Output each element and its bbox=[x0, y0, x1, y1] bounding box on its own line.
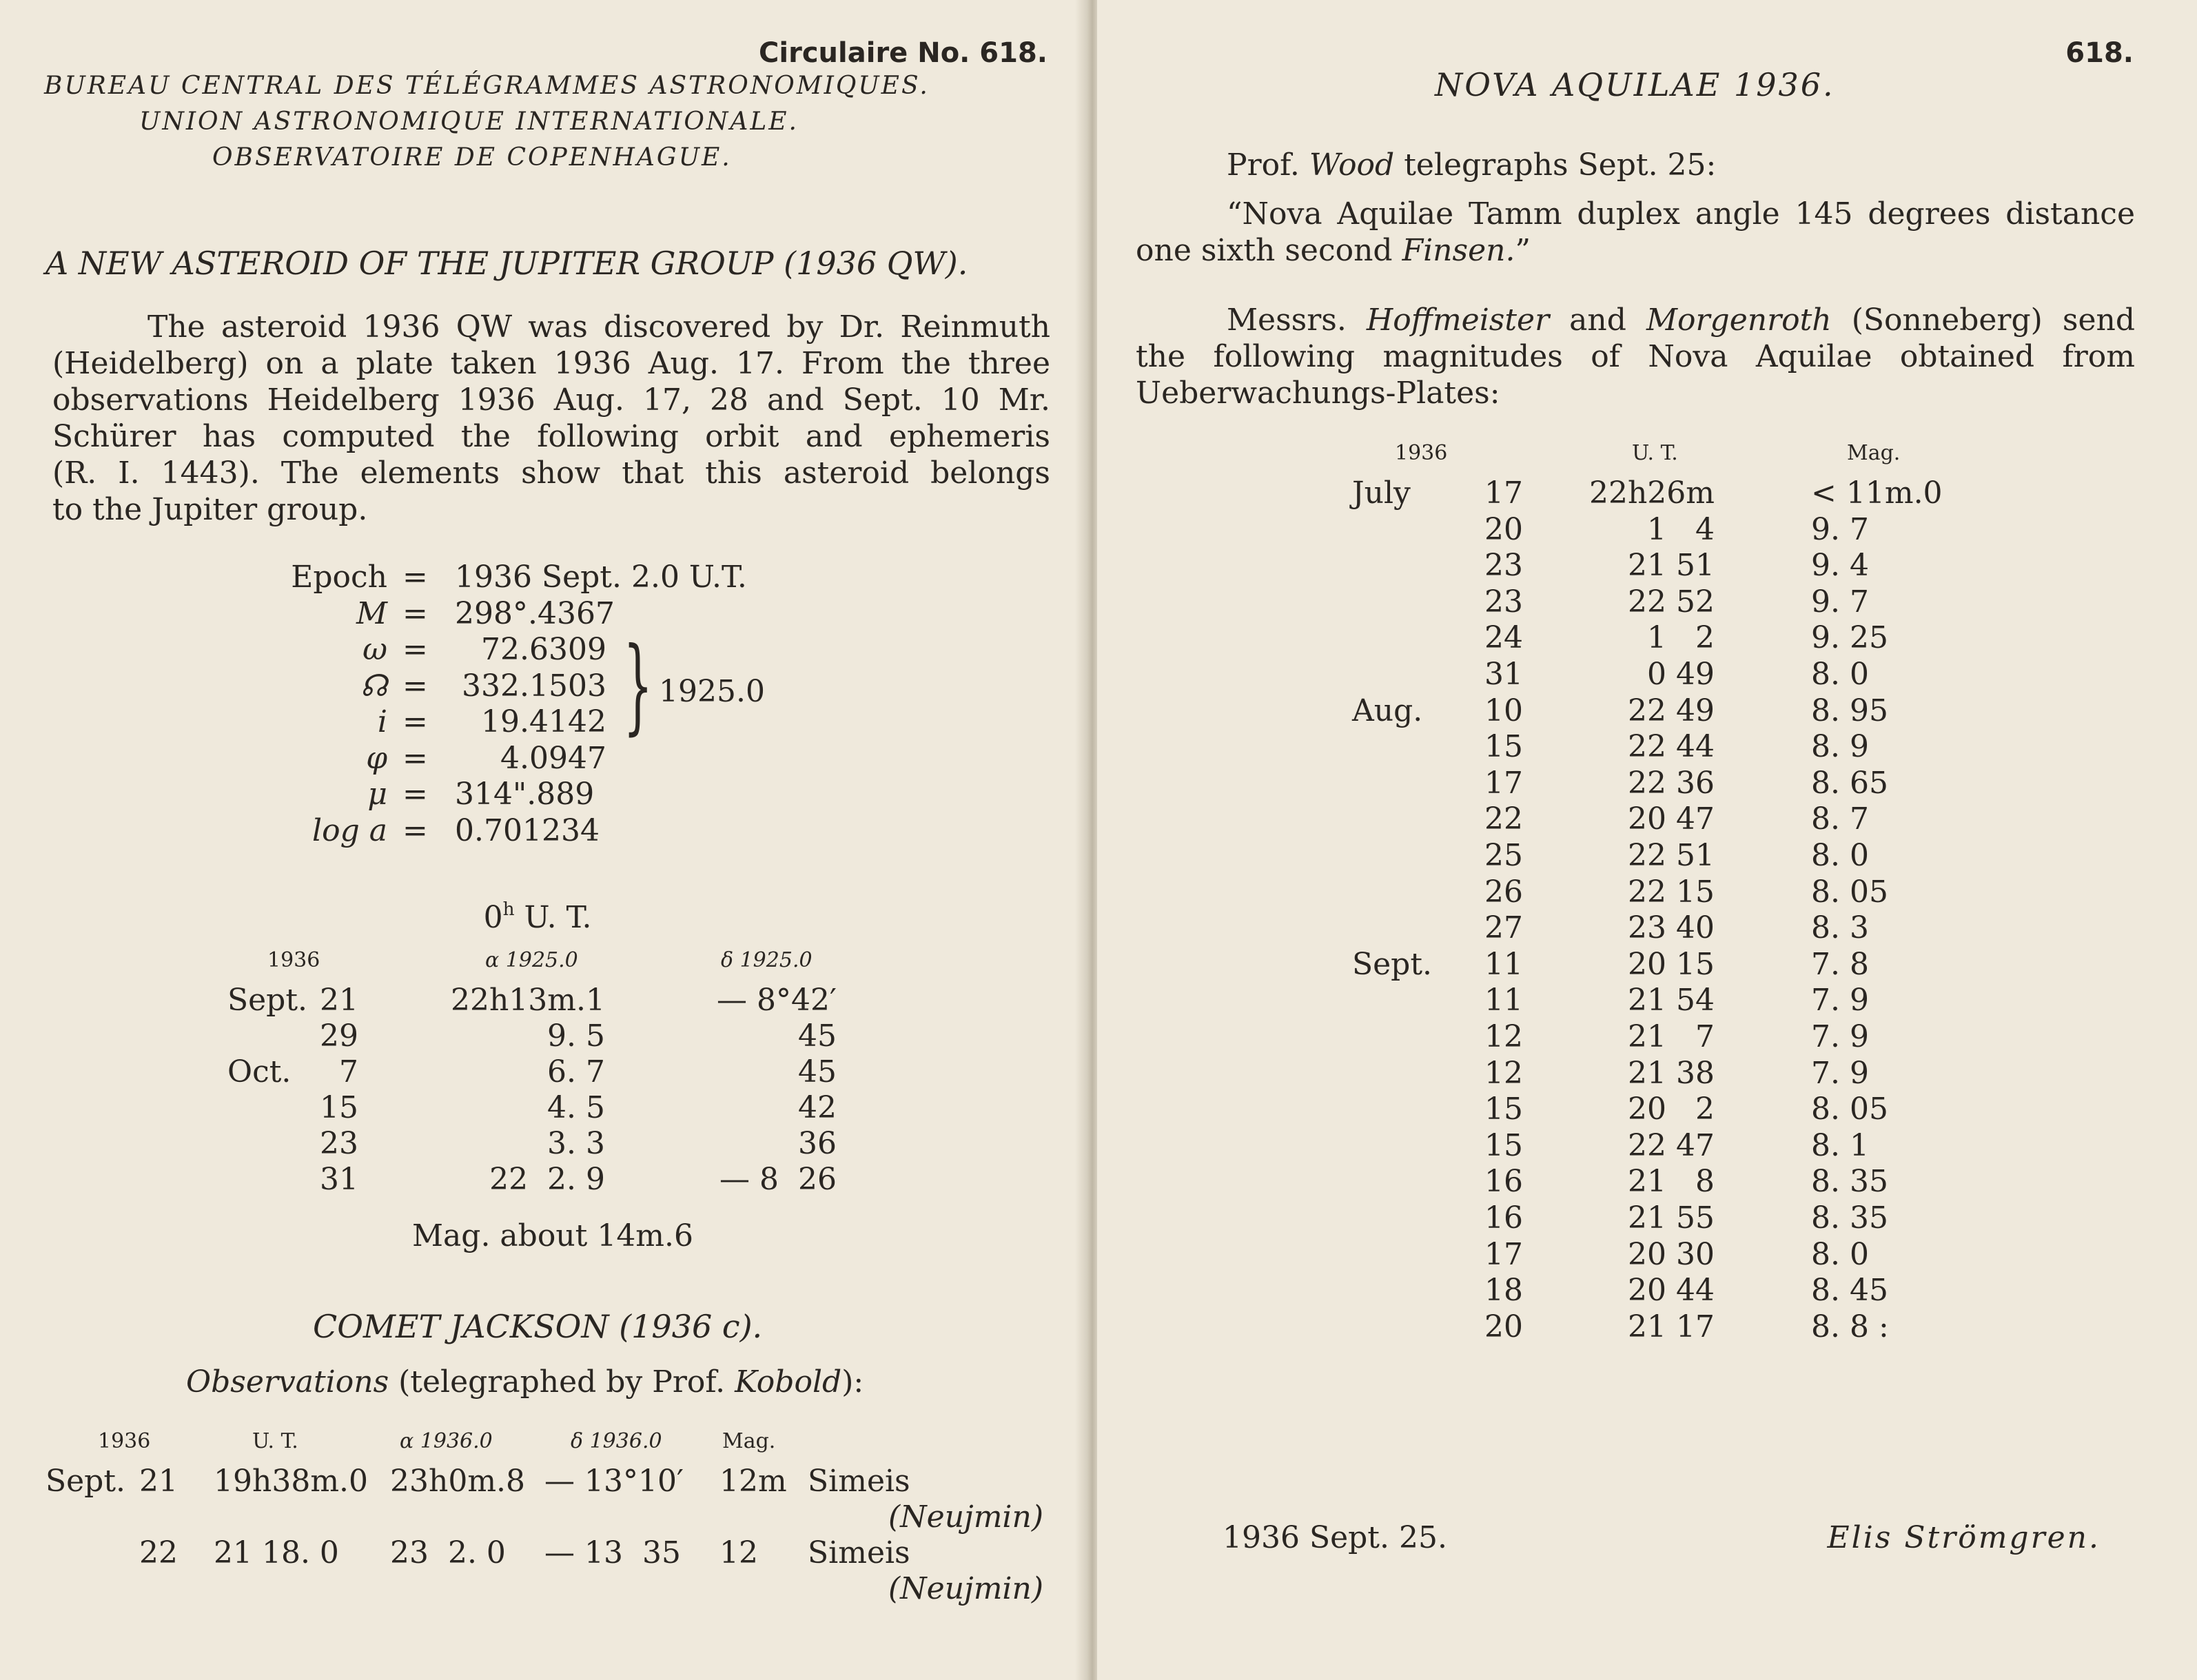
nova-ut: 0 49 bbox=[1647, 657, 1715, 692]
mag-col-mag: Mag. bbox=[1847, 441, 1901, 465]
nova-month: Aug. bbox=[1352, 693, 1423, 728]
circular-number: Circulaire No. 618. bbox=[759, 37, 1048, 69]
nova-magnitude: 8. 05 bbox=[1811, 874, 1888, 910]
ephemeris-ra: 22h13m.1 bbox=[450, 983, 605, 1018]
nova-day: 16 bbox=[1484, 1200, 1523, 1236]
element-equals: = bbox=[402, 812, 428, 848]
nova-day: 25 bbox=[1484, 838, 1523, 873]
mag-col-ut: U. T. bbox=[1632, 441, 1678, 465]
quote-line-2: one sixth second Finsen.” bbox=[1136, 233, 1531, 268]
ephemeris-magnitude: Mag. about 14m.6 bbox=[412, 1218, 694, 1253]
nova-ut: 20 2 bbox=[1628, 1092, 1715, 1127]
nova-day: 23 bbox=[1484, 548, 1523, 584]
element-symbol: μ bbox=[367, 777, 387, 812]
wood-line: Prof. Wood telegraphs Sept. 25: bbox=[1227, 147, 1717, 183]
bureau-line-2: UNION ASTRONOMIQUE INTERNATIONALE. bbox=[139, 107, 799, 136]
nova-day: 16 bbox=[1484, 1164, 1523, 1200]
nova-magnitude: 8. 3 bbox=[1811, 910, 1869, 946]
ephemeris-dec: 42 bbox=[798, 1090, 837, 1125]
ephemeris-col-dec: δ 1925.0 bbox=[721, 948, 813, 972]
comet-title: COMET JACKSON (1936 c). bbox=[313, 1308, 763, 1345]
comet-col-ut: U. T. bbox=[252, 1429, 298, 1453]
comet-station: Simeis bbox=[808, 1464, 910, 1499]
element-equals: = bbox=[402, 777, 428, 812]
nova-day: 31 bbox=[1484, 657, 1523, 692]
nova-magnitude: 7. 9 bbox=[1811, 1019, 1869, 1054]
nova-day: 23 bbox=[1484, 584, 1523, 619]
ephemeris-day: 21 bbox=[320, 983, 358, 1018]
comet-station: Simeis bbox=[808, 1535, 910, 1570]
comet-mag: 12m bbox=[719, 1464, 787, 1499]
comet-day: 22 bbox=[139, 1535, 178, 1570]
element-equals: = bbox=[402, 595, 428, 631]
element-symbol: log a bbox=[312, 812, 387, 848]
nova-day: 12 bbox=[1484, 1055, 1523, 1091]
nova-magnitude: 8. 45 bbox=[1811, 1273, 1888, 1309]
nova-magnitude: 8. 9 bbox=[1811, 729, 1869, 765]
nova-ut: 21 54 bbox=[1628, 983, 1715, 1018]
nova-ut: 22 36 bbox=[1628, 765, 1715, 801]
comet-dec: — 13 35 bbox=[544, 1535, 681, 1570]
comet-observer: (Neujmin) bbox=[888, 1571, 1043, 1606]
comet-mag: 12 bbox=[719, 1535, 758, 1570]
element-symbol: i bbox=[377, 704, 387, 739]
ephemeris-day: 31 bbox=[320, 1162, 358, 1197]
ephemeris-dec: 36 bbox=[798, 1126, 837, 1161]
nova-day: 27 bbox=[1484, 910, 1523, 946]
messrs-line-1: Messrs. Hoffmeister and Morgenroth (Sonneberg) send bbox=[1227, 303, 2135, 338]
paragraph-line-6: to the Jupiter group. bbox=[52, 492, 368, 527]
ephemeris-day: 7 bbox=[339, 1054, 358, 1089]
nova-ut: 1 4 bbox=[1647, 511, 1715, 547]
nova-ut: 22 47 bbox=[1628, 1127, 1715, 1163]
nova-ut: 22 51 bbox=[1628, 838, 1715, 873]
element-value: 298°.4367 bbox=[455, 595, 615, 631]
comet-col-ra: α 1936.0 bbox=[400, 1429, 493, 1453]
ephemeris-ra: 6. 7 bbox=[547, 1054, 605, 1089]
ephemeris-dec: — 8°42′ bbox=[717, 983, 837, 1018]
nova-day: 26 bbox=[1484, 874, 1523, 910]
nova-magnitude: 8. 65 bbox=[1811, 765, 1888, 801]
nova-ut: 21 38 bbox=[1628, 1055, 1715, 1091]
paragraph-line-3: observations Heidelberg 1936 Aug. 17, 28 and Sept. 10 Mr. bbox=[52, 382, 1050, 418]
nova-day: 15 bbox=[1484, 1092, 1523, 1127]
nova-magnitude: 8. 0 bbox=[1811, 838, 1869, 873]
ephemeris-ra: 3. 3 bbox=[547, 1126, 605, 1161]
element-symbol: ω bbox=[362, 632, 387, 667]
nova-magnitude: 9. 4 bbox=[1811, 548, 1869, 584]
asteroid-paragraph bbox=[52, 309, 1050, 528]
element-value: 72.6309 bbox=[481, 632, 606, 667]
comet-ra: 23h0m.8 bbox=[390, 1464, 526, 1499]
nova-month: Sept. bbox=[1352, 946, 1433, 982]
messrs-line-2: the following magnitudes of Nova Aquilae obtained from bbox=[1136, 339, 2135, 374]
asteroid-title: A NEW ASTEROID OF THE JUPITER GROUP (1936 QW). bbox=[45, 245, 968, 282]
nova-magnitude: 8. 35 bbox=[1811, 1200, 1888, 1236]
nova-ut: 22 49 bbox=[1628, 693, 1715, 728]
nova-day: 24 bbox=[1484, 620, 1523, 656]
nova-ut: 23 40 bbox=[1628, 910, 1715, 946]
comet-ut: 21 18. 0 bbox=[214, 1535, 339, 1570]
nova-day: 20 bbox=[1484, 511, 1523, 547]
element-value: 4.0947 bbox=[500, 740, 606, 776]
nova-day: 18 bbox=[1484, 1273, 1523, 1309]
ephemeris-day: 29 bbox=[320, 1018, 358, 1054]
messrs-paragraph bbox=[1136, 302, 2135, 411]
mag-col-year: 1936 bbox=[1395, 441, 1448, 465]
nova-ut: 22 44 bbox=[1628, 729, 1715, 765]
comet-day: 21 bbox=[139, 1464, 178, 1499]
ephemeris-ra: 9. 5 bbox=[547, 1018, 605, 1054]
nova-magnitude: 9. 7 bbox=[1811, 511, 1869, 547]
nova-ut: 21 8 bbox=[1628, 1164, 1715, 1200]
nova-day: 20 bbox=[1484, 1309, 1523, 1344]
nova-ut: 22 52 bbox=[1628, 584, 1715, 619]
ephemeris-month: Oct. bbox=[227, 1054, 292, 1089]
element-equals: = bbox=[402, 632, 428, 667]
bureau-line-3: OBSERVATOIRE DE COPENHAGUE. bbox=[212, 143, 732, 172]
element-value: 314".889 bbox=[455, 777, 595, 812]
left-page bbox=[0, 0, 1087, 1680]
nova-day: 10 bbox=[1484, 693, 1523, 728]
nova-magnitude: 8. 7 bbox=[1811, 801, 1869, 837]
nova-day: 11 bbox=[1484, 983, 1523, 1018]
quote-line-1: “Nova Aquilae Tamm duplex angle 145 degrees distance bbox=[1227, 196, 2135, 232]
paragraph-line-2: (Heidelberg) on a plate taken 1936 Aug. 17. From the three bbox=[52, 346, 1050, 381]
nova-month: July bbox=[1352, 475, 1411, 511]
element-symbol: M bbox=[356, 595, 387, 631]
ephemeris-col-ra: α 1925.0 bbox=[485, 948, 578, 972]
element-value: 332.1503 bbox=[462, 668, 606, 704]
element-symbol: ☊ bbox=[360, 668, 387, 704]
nova-day: 22 bbox=[1484, 801, 1523, 837]
nova-ut: 1 2 bbox=[1647, 620, 1715, 656]
paragraph-line-4: Schürer has computed the following orbit and ephemeris bbox=[52, 419, 1050, 454]
nova-magnitude: 9. 7 bbox=[1811, 584, 1869, 619]
ephemeris-heading: 0$^h$ U. T. bbox=[483, 899, 592, 935]
comet-col-dec: δ 1936.0 bbox=[571, 1429, 662, 1453]
comet-month: Sept. bbox=[45, 1464, 126, 1499]
ephemeris-dec: 45 bbox=[798, 1054, 837, 1089]
comet-dec: — 13°10′ bbox=[544, 1464, 684, 1499]
right-page bbox=[1097, 0, 2197, 1680]
nova-title: NOVA AQUILAE 1936. bbox=[1435, 66, 1835, 103]
comet-observations-line: Observations (telegraphed by Prof. Kobold): bbox=[186, 1364, 864, 1400]
element-value: 19.4142 bbox=[481, 704, 606, 739]
comet-ut: 19h38m.0 bbox=[214, 1464, 369, 1499]
brace-glyph: } bbox=[623, 626, 653, 746]
nova-ut: 21 17 bbox=[1628, 1309, 1715, 1344]
telegram-quote bbox=[1136, 196, 2135, 269]
ephemeris-month: Sept. bbox=[227, 983, 308, 1018]
comet-observer: (Neujmin) bbox=[888, 1499, 1043, 1535]
nova-day: 17 bbox=[1484, 1236, 1523, 1272]
nova-ut: 21 55 bbox=[1628, 1200, 1715, 1236]
issue-date: 1936 Sept. 25. bbox=[1223, 1520, 1447, 1555]
messrs-line-3: Ueberwachungs-Plates: bbox=[1136, 376, 1500, 411]
element-equals: = bbox=[402, 560, 428, 595]
element-equals: = bbox=[402, 668, 428, 704]
nova-magnitude: 8. 1 bbox=[1811, 1127, 1869, 1163]
nova-ut: 22 15 bbox=[1628, 874, 1715, 910]
ephemeris-day: 15 bbox=[320, 1090, 358, 1125]
nova-ut: 21 51 bbox=[1628, 548, 1715, 584]
nova-day: 11 bbox=[1484, 946, 1523, 982]
ephemeris-day: 23 bbox=[320, 1126, 358, 1161]
nova-magnitude: < 11m.0 bbox=[1811, 475, 1943, 511]
comet-ra: 23 2. 0 bbox=[390, 1535, 506, 1570]
nova-magnitude: 8. 05 bbox=[1811, 1092, 1888, 1127]
nova-day: 17 bbox=[1484, 475, 1523, 511]
element-symbol: Epoch bbox=[291, 560, 387, 595]
ephemeris-ra: 4. 5 bbox=[547, 1090, 605, 1125]
comet-col-year: 1936 bbox=[98, 1429, 151, 1453]
nova-magnitude: 8. 8 : bbox=[1811, 1309, 1889, 1344]
nova-magnitude: 8. 0 bbox=[1811, 657, 1869, 692]
nova-magnitude: 7. 9 bbox=[1811, 1055, 1869, 1091]
nova-day: 12 bbox=[1484, 1019, 1523, 1054]
element-equals: = bbox=[402, 704, 428, 739]
nova-ut: 20 30 bbox=[1628, 1236, 1715, 1272]
element-equals: = bbox=[402, 740, 428, 776]
ephemeris-dec: 45 bbox=[798, 1018, 837, 1054]
nova-ut: 20 44 bbox=[1628, 1273, 1715, 1309]
nova-magnitude: 7. 8 bbox=[1811, 946, 1869, 982]
nova-magnitude: 9. 25 bbox=[1811, 620, 1888, 656]
element-value: 0.701234 bbox=[455, 812, 600, 848]
page-number: 618. bbox=[2065, 37, 2134, 69]
nova-magnitude: 7. 9 bbox=[1811, 983, 1869, 1018]
element-symbol: φ bbox=[366, 740, 387, 776]
nova-magnitude: 8. 95 bbox=[1811, 693, 1888, 728]
nova-day: 17 bbox=[1484, 765, 1523, 801]
nova-ut: 21 7 bbox=[1628, 1019, 1715, 1054]
nova-ut: 20 15 bbox=[1628, 946, 1715, 982]
equinox-label: 1925.0 bbox=[659, 674, 765, 709]
bureau-line-1: BUREAU CENTRAL DES TÉLÉGRAMMES ASTRONOMIQUES. bbox=[44, 72, 930, 100]
nova-day: 15 bbox=[1484, 1127, 1523, 1163]
nova-ut: 20 47 bbox=[1628, 801, 1715, 837]
nova-day: 15 bbox=[1484, 729, 1523, 765]
nova-ut: 22h26m bbox=[1588, 475, 1715, 511]
ephemeris-dec: — 8 26 bbox=[719, 1162, 837, 1197]
ephemeris-ra: 22 2. 9 bbox=[489, 1162, 605, 1197]
ephemeris-col-year: 1936 bbox=[267, 948, 320, 972]
comet-col-mag: Mag. bbox=[722, 1429, 776, 1453]
paragraph-line-1: The asteroid 1936 QW was discovered by Dr. Reinmuth bbox=[147, 309, 1050, 345]
nova-magnitude: 8. 35 bbox=[1811, 1164, 1888, 1200]
nova-magnitude: 8. 0 bbox=[1811, 1236, 1869, 1272]
signature: Elis Strömgren. bbox=[1827, 1520, 2101, 1555]
paragraph-line-5: (R. I. 1443). The elements show that this asteroid belongs bbox=[52, 455, 1050, 491]
element-value: 1936 Sept. 2.0 U.T. bbox=[455, 560, 747, 595]
